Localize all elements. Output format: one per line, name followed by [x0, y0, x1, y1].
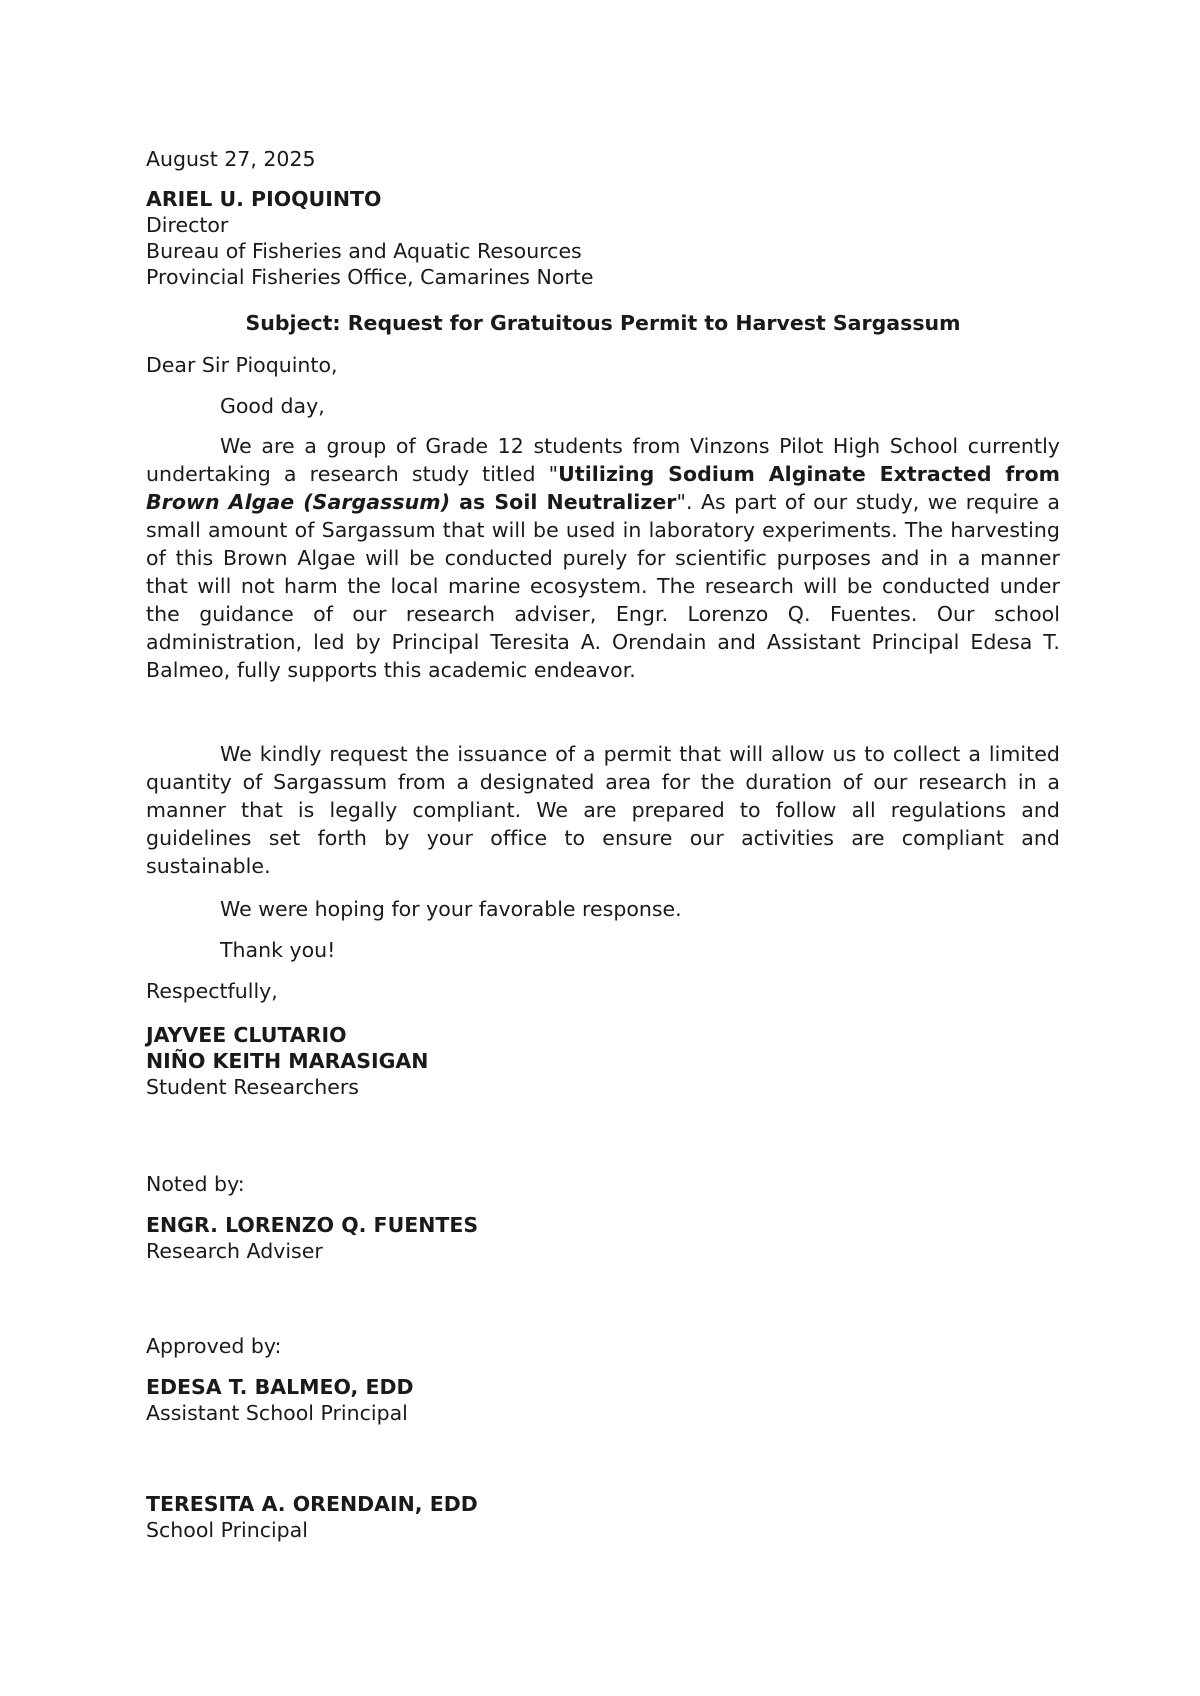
researchers-role: Student Researchers [146, 1075, 359, 1099]
salutation: Dear Sir Pioquinto, [146, 353, 338, 377]
p1-title-italic: Brown Algae (Sargassum) [146, 490, 451, 514]
body-paragraph-2: We kindly request the issuance of a permit that will allow us to collect a limited quantity of Sargassum from a designated area for the duration of our research in a manner that is legally compliant. We are prepared to follow all regulations and guidelines set forth by your office to ensure our activities are compliant and sustainable. [146, 742, 1060, 878]
adviser-role: Research Adviser [146, 1239, 323, 1263]
principal-name: TERESITA A. ORENDAIN, EDD [146, 1492, 478, 1516]
recipient-org: Bureau of Fisheries and Aquatic Resources [146, 239, 582, 263]
p1-title-part2: as Soil Neutralizer [450, 490, 677, 514]
body-paragraph-1 [146, 432, 1060, 684]
assistant-principal-name: EDESA T. BALMEO, EDD [146, 1375, 414, 1399]
principal-role: School Principal [146, 1518, 308, 1542]
greeting: Good day, [220, 394, 325, 418]
letter-date: August 27, 2025 [146, 147, 316, 171]
letter-page [146, 0, 1060, 1696]
researcher-name-2: NIÑO KEITH MARASIGAN [146, 1049, 429, 1073]
recipient-office: Provincial Fisheries Office, Camarines Norte [146, 265, 594, 289]
adviser-name: ENGR. LORENZO Q. FUENTES [146, 1213, 479, 1237]
p1-text-start: We are a group of Grade 12 students from Vinzons Pilot High School currently undertaking a research study titled " [146, 434, 1060, 486]
researchers-signature [146, 1022, 1060, 1100]
assistant-principal-role: Assistant School Principal [146, 1401, 408, 1425]
recipient-block [146, 186, 1060, 290]
principal-signature [146, 1491, 1060, 1543]
p1-title-part1: Utilizing Sodium Alginate Extracted from [558, 462, 1060, 486]
noted-by-label: Noted by: [146, 1172, 245, 1196]
p1-text-end: ". As part of our study, we require a small amount of Sargassum that will be used in laboratory experiments. The harvesting of this Brown Algae will be conducted purely for scientific purposes and in a manner that will not harm the local marine ecosystem. The research will be conducted under the guidance of our research adviser, Engr. Lorenzo Q. Fuentes. Our school administration, led by Principal Teresita A. Orendain and Assistant Principal Edesa T. Balmeo, fully supports this academic endeavor. [146, 490, 1060, 682]
body-paragraph-4: Thank you! [220, 938, 336, 962]
subject-line: Subject: Request for Gratuitous Permit to Harvest Sargassum [245, 311, 961, 335]
recipient-name: ARIEL U. PIOQUINTO [146, 187, 382, 211]
researcher-name-1: JAYVEE CLUTARIO [146, 1023, 347, 1047]
body-paragraph-3: We were hoping for your favorable response. [220, 897, 682, 921]
approved-by-label: Approved by: [146, 1334, 282, 1358]
adviser-signature [146, 1212, 1060, 1264]
recipient-title: Director [146, 213, 229, 237]
assistant-principal-signature [146, 1374, 1060, 1426]
closing: Respectfully, [146, 979, 278, 1003]
